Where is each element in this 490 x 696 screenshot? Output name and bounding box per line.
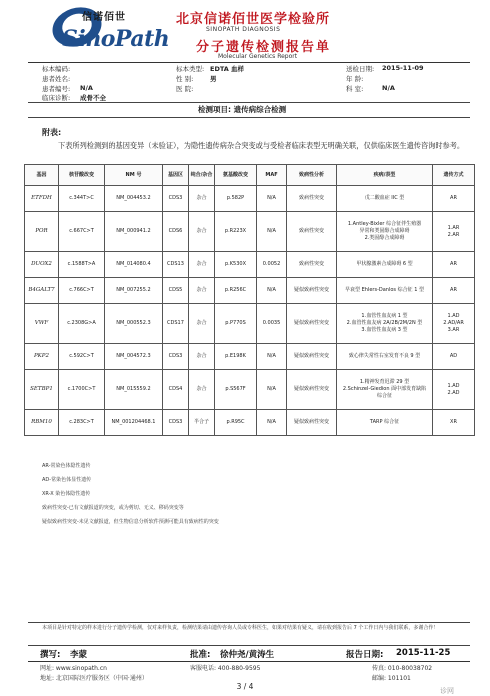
cell-region: CDS5 — [163, 278, 189, 304]
cell-mode — [433, 410, 475, 436]
logo-en: SinoPath — [62, 26, 170, 52]
cell-aa: p.582P — [215, 186, 257, 212]
disease-line: TARP 综合征 — [369, 419, 400, 425]
cell-maf: N/A — [257, 186, 287, 212]
footer-note: 本项目是针对特定的样本进行分子遗传学检测，仅对来样负责，检测结果请由遗传咨询人员或专科医生，如果对结果有疑义，请在收到报告后 7 个工作日内与我们联系，多谢合作！ — [42, 625, 439, 631]
mode-line: 2.AD — [447, 389, 460, 396]
table-row — [25, 252, 475, 278]
cell-region: CDS13 — [163, 252, 189, 278]
mode-line: 2.AR — [447, 231, 460, 238]
appendix-text: 下表所列检测到的基因变异（未验证），为隐性遗传病杂合突变或与受检者临床表型无明确关联，仅供临床医生遗传咨询时参考。 — [58, 141, 465, 150]
cell-nt: c.2308G>A — [59, 304, 105, 344]
disease-line: 1.精神发育迟滞 29 型 — [359, 379, 410, 385]
mode-line: AR — [450, 287, 457, 293]
cell-aa: p.K530X — [215, 252, 257, 278]
cell-pathogenicity: 致病性突变 — [287, 186, 337, 212]
cell-gene: SETBP1 — [25, 370, 59, 410]
header-maf: MAF — [257, 165, 287, 186]
cell-mode — [433, 186, 475, 212]
cell-nm: NM_001204468.1 — [105, 410, 163, 436]
header-disease: 疾病/表型 — [337, 165, 433, 186]
footer-rule — [28, 661, 470, 662]
disease-line: 综合征 — [376, 393, 392, 399]
cell-disease — [337, 278, 433, 304]
header-nt: 核苷酸改变 — [59, 165, 105, 186]
cell-zygosity: 杂合 — [189, 252, 215, 278]
mode-line: AR — [450, 261, 457, 267]
disease-line: 1.血管性血友病 1 型 — [361, 313, 408, 319]
cell-gene: POR — [25, 212, 59, 252]
diag-label: 临床诊断: — [42, 94, 71, 102]
cell-aa: p.S567F — [215, 370, 257, 410]
cell-aa: p.P770S — [215, 304, 257, 344]
age-label: 年 龄: — [346, 75, 364, 83]
header-zygosity: 纯合/杂合 — [189, 165, 215, 186]
cell-pathogenicity: 致病性突变 — [287, 252, 337, 278]
logo-cn: 信诺佰世 — [82, 12, 126, 23]
report-date: 2015-11-25 — [396, 648, 451, 658]
cell-maf: N/A — [257, 278, 287, 304]
cell-nt: c.344T>C — [59, 186, 105, 212]
cell-region: CDS3 — [163, 186, 189, 212]
table-row — [25, 344, 475, 370]
cell-pathogenicity: 疑似致病性突变 — [287, 370, 337, 410]
sample-type-label: 标本类型: — [176, 65, 205, 73]
cell-disease — [337, 212, 433, 252]
cell-maf: 0.0052 — [257, 252, 287, 278]
mode-line: 3.AR — [447, 327, 460, 333]
mode-line: 1.AR — [447, 224, 460, 231]
table-row — [25, 410, 475, 436]
header-mode: 遗传方式 — [433, 165, 475, 186]
header-rule — [28, 62, 470, 63]
cell-region: CDS17 — [163, 304, 189, 344]
cell-zygosity: 杂合 — [189, 212, 215, 252]
postcode: 邮编: 101101 — [372, 675, 411, 682]
cell-nm: NM_014080.4 — [105, 252, 163, 278]
sex-label: 性 别: — [176, 75, 194, 83]
disease-line: 2.Schinzel-Giedion 面中部发育缺陷 — [342, 386, 427, 392]
cell-disease — [337, 370, 433, 410]
cell-nm: NM_000552.3 — [105, 304, 163, 344]
cell-gene: B4GALT7 — [25, 278, 59, 304]
sex-value: 男 — [210, 75, 217, 83]
cell-nm: NM_007255.2 — [105, 278, 163, 304]
mode-line: 2.AD/AR — [443, 320, 464, 326]
mode-line: 1.AD — [447, 382, 460, 389]
appendix-title: 附表: — [42, 128, 62, 137]
header-gene: 基因 — [25, 165, 59, 186]
cell-zygosity: 杂合 — [189, 370, 215, 410]
legend-ar: AR-常染色体隐性遗传 — [42, 463, 91, 469]
cell-maf: N/A — [257, 212, 287, 252]
cell-zygosity: 半合子 — [189, 410, 215, 436]
disease-line: 戊二酸血症 IIC 型 — [364, 195, 405, 201]
cell-gene: RBM10 — [25, 410, 59, 436]
writer-label: 撰写: — [40, 650, 61, 660]
cell-nm: NM_015559.2 — [105, 370, 163, 410]
dept-label: 科 室: — [346, 85, 364, 93]
legend-ad: AD-常染色体显性遗传 — [42, 477, 92, 483]
cell-nt: c.1588T>A — [59, 252, 105, 278]
disease-line: 致心律失常性右室发育不良 9 型 — [348, 353, 421, 359]
mode-line: XR — [450, 419, 457, 425]
org-name-en: SINOPATH DIAGNOSIS — [206, 26, 281, 33]
cell-pathogenicity: 疑似致病性突变 — [287, 410, 337, 436]
cell-mode — [433, 304, 475, 344]
table-row — [25, 304, 475, 344]
disease-line: 2.类固醇合成障碍 — [364, 235, 405, 241]
table-row — [25, 212, 475, 252]
cell-pathogenicity: 疑似致病性突变 — [287, 344, 337, 370]
cell-maf: N/A — [257, 370, 287, 410]
cell-mode — [433, 212, 475, 252]
hotline: 客服电话: 400-880-9595 — [190, 665, 261, 672]
cell-gene: PKP2 — [25, 344, 59, 370]
sample-type-value: EDTA 血样 — [210, 65, 245, 73]
variant-table — [24, 164, 475, 436]
writer-name: 李蒙 — [70, 650, 88, 660]
id-label: 患者编号: — [42, 85, 71, 93]
disease-line: 异常和类固醇合成障碍 — [359, 228, 410, 234]
cell-nt: c.592C>T — [59, 344, 105, 370]
report-subtitle: Molecular Genetics Report — [218, 53, 298, 60]
dept-value: N/A — [382, 84, 395, 92]
table-row — [25, 370, 475, 410]
cell-gene: VWF — [25, 304, 59, 344]
cell-maf: N/A — [257, 344, 287, 370]
id-value: N/A — [80, 84, 93, 92]
cell-maf: N/A — [257, 410, 287, 436]
cell-disease — [337, 344, 433, 370]
disease-line: 3.血管性血友病 3 型 — [361, 327, 408, 333]
cell-aa: p.R223X — [215, 212, 257, 252]
cell-nm: NM_004572.3 — [105, 344, 163, 370]
legend-likely-pathogenic: 疑似致病性突变-未见文献报道，但生物信息分析软件预测可能具有致病性的突变 — [42, 519, 219, 525]
address: 地址: 北京国际医疗服务区（中国·通州） — [40, 675, 148, 682]
hospital-label: 医 院: — [176, 85, 194, 93]
diag-value: 成骨不全 — [80, 94, 106, 102]
cell-mode — [433, 370, 475, 410]
cell-nm: NM_000941.2 — [105, 212, 163, 252]
legend-xr: XR-X 染色体隐性遗传 — [42, 491, 91, 497]
cell-mode — [433, 252, 475, 278]
send-date-value: 2015-11-09 — [382, 64, 424, 72]
disease-line: 2.血管性血友病 2A/2B/2M/2N 型 — [346, 320, 423, 326]
legend-pathogenic: 致病性突变-已有文献报道的突变，或为剪切、无义、移码突变等 — [42, 505, 184, 511]
cell-pathogenicity: 疑似致病性突变 — [287, 304, 337, 344]
cell-mode — [433, 278, 475, 304]
header-nm: NM 号 — [105, 165, 163, 186]
cell-nt: c.1700C>T — [59, 370, 105, 410]
table-row — [25, 278, 475, 304]
cell-nt: c.283C>T — [59, 410, 105, 436]
cell-disease — [337, 186, 433, 212]
section-title: 检测项目: 遗传病综合检测 — [198, 105, 287, 114]
cell-zygosity: 杂合 — [189, 304, 215, 344]
cell-aa: p.R256C — [215, 278, 257, 304]
cell-gene: ETFDH — [25, 186, 59, 212]
disease-line: 早衰型 Ehlers-Danlos 综合征 1 型 — [345, 287, 424, 293]
approver-label: 批准: — [190, 650, 211, 660]
cell-nt: c.667C>T — [59, 212, 105, 252]
report-date-label: 报告日期: — [346, 650, 384, 660]
cell-aa: p.E198K — [215, 344, 257, 370]
watermark: 诊网 — [440, 687, 454, 695]
cell-disease — [337, 304, 433, 344]
cell-gene: DUOX2 — [25, 252, 59, 278]
approver-name: 徐仲尧/黄涛生 — [220, 650, 275, 660]
cell-mode — [433, 344, 475, 370]
header-region: 基因区 — [163, 165, 189, 186]
report-title: 分子遗传检测报告单 — [196, 40, 332, 55]
cell-pathogenicity: 疑似致病性突变 — [287, 278, 337, 304]
send-date-label: 送检日期: — [346, 65, 375, 73]
disease-line: 甲状腺激素合成障碍 6 型 — [356, 261, 413, 267]
website: 网址: www.sinopath.cn — [40, 665, 107, 672]
cell-maf: 0.0035 — [257, 304, 287, 344]
header-pathogenicity: 致病性分析 — [287, 165, 337, 186]
name-label: 患者姓名: — [42, 75, 71, 83]
mode-line: AD — [449, 353, 458, 359]
cell-zygosity: 杂合 — [189, 186, 215, 212]
cell-nm: NM_004453.2 — [105, 186, 163, 212]
mode-line: AR — [450, 195, 457, 201]
disease-line: 1.Antley-Bixler 综合征伴生殖器 — [347, 221, 422, 227]
org-name-cn: 北京信诺佰世医学检验所 — [176, 12, 331, 27]
table-row — [25, 186, 475, 212]
header-aa: 氨基酸改变 — [215, 165, 257, 186]
page-number: 3 / 4 — [236, 682, 254, 691]
cell-disease — [337, 410, 433, 436]
cell-region: CDS3 — [163, 344, 189, 370]
table-header-row — [25, 165, 475, 186]
cell-region: CDS4 — [163, 370, 189, 410]
cell-region: CDS3 — [163, 410, 189, 436]
mode-line: 1.AD — [447, 313, 460, 319]
cell-pathogenicity: 致病性突变 — [287, 212, 337, 252]
cell-disease — [337, 252, 433, 278]
fax: 传真: 010-80038702 — [372, 665, 433, 672]
cell-zygosity: 杂合 — [189, 344, 215, 370]
cell-zygosity: 杂合 — [189, 278, 215, 304]
cell-aa: p.R95C — [215, 410, 257, 436]
sample-no-label: 标本编码: — [42, 65, 71, 73]
cell-region: CDS6 — [163, 212, 189, 252]
cell-nt: c.766C>T — [59, 278, 105, 304]
